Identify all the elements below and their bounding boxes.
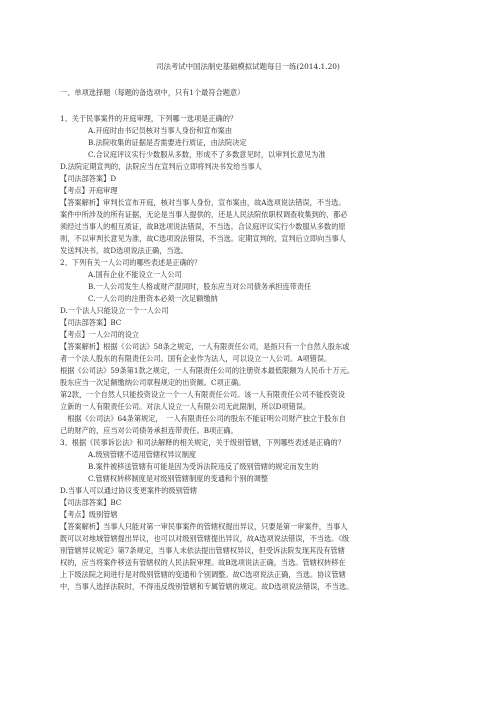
question-1-analysis-line: 须经过当事人的相互质证，故B选项说法错误，不当选。合议庭评议实行少数服从多数的原 bbox=[60, 222, 346, 231]
question-2-option-b: B.一人公司发生人格或财产混同时，股东应当对公司债务承担连带责任 bbox=[88, 282, 312, 291]
question-1-option-a: A.开庭时由书记员核对当事人身份和宣布案由 bbox=[88, 126, 233, 135]
question-2-analysis-line: 股东应当一次足额缴纳公司章程规定的出资额。C项正确。 bbox=[60, 378, 246, 387]
question-2-stem: 2、下列有关一人公司的哪些表述是正确的？ bbox=[60, 258, 202, 267]
question-1-point: 【考点】开庭审理 bbox=[60, 186, 118, 195]
question-3-option-d: D.当事人可以通过协议变更案件的级别管辖 bbox=[60, 486, 198, 495]
question-1-analysis-line: 【答案解析】审判长宣布开庭，核对当事人身份，宣布案由，故A选项说法错误，不当选。 bbox=[60, 198, 346, 207]
question-3-analysis-line: 上下级法院之间进行是对级别管辖的变通和个别调整。故C选项说法正确，当选。协议管辖 bbox=[60, 570, 346, 579]
question-3-point: 【考点】级别管辖 bbox=[60, 510, 118, 519]
document-title: 司法考试中国法制史基础模拟试题每日一练(2014.1.20) bbox=[156, 62, 340, 71]
question-1-option-b: B.法院收集的证据是否需要进行质证，由法院决定 bbox=[88, 138, 247, 147]
question-1-option-d: D.法院定期宣判的，法院应当在宣判后立即将判决书发给当事人 bbox=[60, 162, 262, 171]
question-2-analysis-line: 己的财产的，应当对公司债务承担连带责任。B项正确。 bbox=[60, 426, 238, 435]
question-3-option-b: B.案件被移送管辖有可能是因为受诉法院违反了级别管辖的规定而发生的 bbox=[88, 462, 319, 471]
question-2-analysis-line: 立新的一人有限责任公司。对法人设立一人有限公司无此限制，所以D项错误。 bbox=[60, 402, 311, 411]
question-3-option-c: C.管辖权转移制度是对级别管辖制度的变通和个别的调整 bbox=[88, 474, 269, 483]
question-1-analysis-line: 则，不以审判长意见为准，故C选项说法错误，不当选。定期宣判的，宣判后立即向当事人 bbox=[60, 234, 346, 243]
question-1-answer: 【司法部答案】D bbox=[60, 174, 117, 183]
question-3-answer: 【司法部答案】BC bbox=[60, 498, 122, 507]
question-2-point: 【考点】一人公司的设立 bbox=[60, 330, 140, 339]
question-2-analysis-line: 根据《公司法》59条第1款之规定，一人有限责任公司的注册资本最低限额为人民币十万元。 bbox=[60, 366, 355, 375]
question-2-analysis-line: 者一个法人股东的有限责任公司。国有企业作为法人，可以设立一人公司。A项错误。 bbox=[60, 354, 332, 363]
question-1-analysis-line: 案件中所涉及的所有证据，无论是当事人提供的，还是人民法院依职权调查收集到的，都必 bbox=[60, 210, 348, 219]
question-1-stem: 1、关于民事案件的开庭审理，下列哪一选项是正确的？ bbox=[60, 114, 238, 123]
question-3-analysis-line: 中，当事人选择法院时，不得违反级别管辖和专属管辖的规定。故D选项说法错误，不当选。 bbox=[60, 582, 354, 591]
question-2-option-d: D.一个法人只能设立一个一人公司 bbox=[60, 306, 169, 315]
question-3-stem: 3、根据《民事诉讼法》和司法解释的相关规定，关于级别管辖，下列哪些表述是正确的？ bbox=[60, 438, 345, 447]
question-2-option-c: C.一人公司的注册资本必须一次足额缴纳 bbox=[88, 294, 218, 303]
question-2-analysis-line: 【答案解析】根据《公司法》58条之规定，一人有限责任公司，是指只有一个自然人股东或 bbox=[60, 342, 350, 351]
question-2-analysis-line: 第2款，一个自然人只能投资设立一个一人有限责任公司。该一人有限责任公司不能投资设 bbox=[60, 390, 345, 399]
question-2-analysis-line: 根据《公司法》64条第规定， 一人有限责任公司的股东不能证明公司财产独立于股东自 bbox=[60, 414, 346, 423]
question-2-option-a: A.国有企业不能设立一人公司 bbox=[88, 270, 182, 279]
question-1-analysis-line: 发送判决书，故D选项说法正确，当选。 bbox=[60, 246, 188, 255]
question-1-option-c: C.合议庭评议实行少数服从多数，形成不了多数意见时，以审判长意见为准 bbox=[88, 150, 326, 159]
question-3-analysis-line: 【答案解析】当事人只能对第一审民事案件的管辖权提出异议，只要是第一审案件，当事人 bbox=[60, 522, 348, 531]
section-heading: 一、单项选择题（每题的备选项中，只有1个最符合题意） bbox=[60, 88, 245, 97]
question-3-analysis-line: 既可以对地域管辖提出异议，也可以对级别管辖提出异议，故A选项说法错误，不当选。《级 bbox=[60, 534, 350, 543]
question-2-answer: 【司法部答案】BC bbox=[60, 318, 122, 327]
question-3-analysis-line: 权的，应当将案件移送有管辖权的人民法院审理。故B选项说法正确，当选。管辖权转移在 bbox=[60, 558, 346, 567]
question-3-analysis-line: 别管辖异议规定》第7条规定，当事人未依法提出管辖权异议，但受诉法院发现其没有管辖 bbox=[60, 546, 345, 555]
question-3-option-a: A.级别管辖不适用管辖权异议制度 bbox=[88, 450, 197, 459]
